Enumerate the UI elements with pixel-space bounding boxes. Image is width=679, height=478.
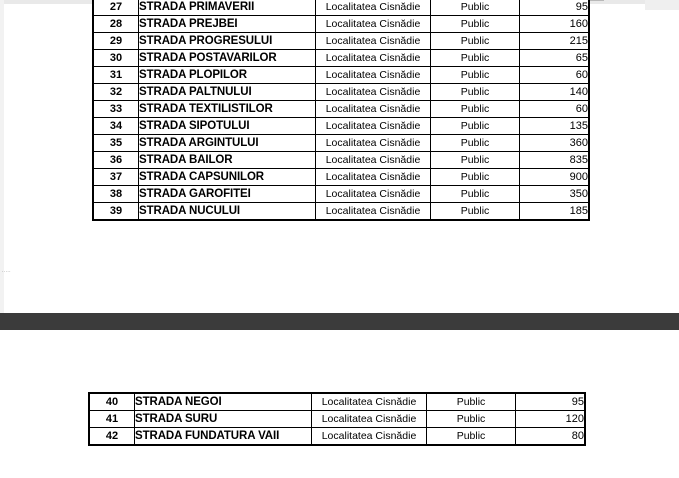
cell-street-name: STRADA GAROFITEI xyxy=(139,186,316,203)
cell-length: 835 xyxy=(520,152,589,169)
cell-locality: Localitatea Cisnădie xyxy=(316,67,431,84)
cell-locality: Localitatea Cisnădie xyxy=(316,186,431,203)
cell-street-name: STRADA NEGOI xyxy=(135,394,312,411)
table-row xyxy=(94,203,589,220)
cell-length: 60 xyxy=(520,67,589,84)
table-row xyxy=(94,101,589,118)
cell-domain: Public xyxy=(427,428,516,445)
cell-nr: 34 xyxy=(94,118,139,135)
cell-length: 80 xyxy=(516,428,585,445)
cell-domain: Public xyxy=(431,84,520,101)
cell-locality: Localitatea Cisnădie xyxy=(316,84,431,101)
table-row xyxy=(94,118,589,135)
cell-nr: 38 xyxy=(94,186,139,203)
cell-locality: Localitatea Cisnădie xyxy=(312,411,427,428)
cell-length: 95 xyxy=(520,0,589,16)
cell-street-name: STRADA POSTAVARILOR xyxy=(139,50,316,67)
cell-length: 65 xyxy=(520,50,589,67)
page-separator-band xyxy=(0,313,679,330)
cell-domain: Public xyxy=(431,135,520,152)
cell-locality: Localitatea Cisnădie xyxy=(316,152,431,169)
cell-locality: Localitatea Cisnădie xyxy=(316,0,431,16)
cell-street-name: STRADA NUCULUI xyxy=(139,203,316,220)
cell-length: 160 xyxy=(520,16,589,33)
cell-domain: Public xyxy=(431,118,520,135)
cell-locality: Localitatea Cisnădie xyxy=(316,101,431,118)
cell-length: 135 xyxy=(520,118,589,135)
cell-length: 95 xyxy=(516,394,585,411)
cell-length: 60 xyxy=(520,101,589,118)
cell-street-name: STRADA SIPOTULUI xyxy=(139,118,316,135)
cell-locality: Localitatea Cisnădie xyxy=(316,118,431,135)
cell-nr: 39 xyxy=(94,203,139,220)
page-right-edge xyxy=(645,0,679,10)
table-row xyxy=(90,428,585,445)
cell-street-name: STRADA PROGRESULUI xyxy=(139,33,316,50)
cell-locality: Localitatea Cisnădie xyxy=(316,169,431,186)
cell-domain: Public xyxy=(431,203,520,220)
cell-nr: 33 xyxy=(94,101,139,118)
cell-locality: Localitatea Cisnădie xyxy=(316,50,431,67)
cell-street-name: STRADA CAPSUNILOR xyxy=(139,169,316,186)
cell-nr: 30 xyxy=(94,50,139,67)
table-row xyxy=(94,50,589,67)
cell-street-name: STRADA TEXTILISTILOR xyxy=(139,101,316,118)
table-row xyxy=(94,186,589,203)
cell-street-name: STRADA BAILOR xyxy=(139,152,316,169)
cell-domain: Public xyxy=(431,67,520,84)
cell-locality: Localitatea Cisnădie xyxy=(316,203,431,220)
cell-locality: Localitatea Cisnădie xyxy=(312,428,427,445)
table-row xyxy=(94,67,589,84)
cell-nr: 40 xyxy=(90,394,135,411)
document-page-bottom xyxy=(0,330,679,478)
cell-street-name: STRADA PALTNULUI xyxy=(139,84,316,101)
cell-domain: Public xyxy=(431,101,520,118)
table-row xyxy=(94,135,589,152)
cell-locality: Localitatea Cisnădie xyxy=(312,394,427,411)
table-row xyxy=(90,411,585,428)
cell-domain: Public xyxy=(431,186,520,203)
cell-nr: 31 xyxy=(94,67,139,84)
street-table-lower-grid xyxy=(89,393,585,445)
cell-nr: 37 xyxy=(94,169,139,186)
cell-street-name: STRADA SURU xyxy=(135,411,312,428)
street-table-upper xyxy=(92,0,590,221)
street-table-upper-grid xyxy=(93,0,589,220)
cell-domain: Public xyxy=(431,16,520,33)
table-row xyxy=(94,0,589,16)
cell-locality: Localitatea Cisnădie xyxy=(316,16,431,33)
cell-nr: 27 xyxy=(94,0,139,16)
cell-street-name: STRADA PRIMAVERII xyxy=(139,0,316,16)
cell-length: 900 xyxy=(520,169,589,186)
cell-nr: 28 xyxy=(94,16,139,33)
cell-length: 215 xyxy=(520,33,589,50)
page-left-edge xyxy=(0,0,4,313)
cell-domain: Public xyxy=(431,33,520,50)
cell-locality: Localitatea Cisnădie xyxy=(316,33,431,50)
cell-domain: Public xyxy=(427,394,516,411)
cell-domain: Public xyxy=(427,411,516,428)
cell-nr: 29 xyxy=(94,33,139,50)
cell-nr: 41 xyxy=(90,411,135,428)
cell-length: 140 xyxy=(520,84,589,101)
street-table-lower-body xyxy=(90,394,585,445)
cell-length: 120 xyxy=(516,411,585,428)
cell-street-name: STRADA ARGINTULUI xyxy=(139,135,316,152)
cell-domain: Public xyxy=(431,50,520,67)
cell-domain: Public xyxy=(431,0,520,16)
table-row xyxy=(90,394,585,411)
scan-artifact-text: ..... xyxy=(2,268,11,274)
table-row xyxy=(94,169,589,186)
table-row xyxy=(94,84,589,101)
cell-street-name: STRADA PLOPILOR xyxy=(139,67,316,84)
cell-street-name: STRADA FUNDATURA VAII xyxy=(135,428,312,445)
cell-nr: 42 xyxy=(90,428,135,445)
cell-length: 360 xyxy=(520,135,589,152)
cell-domain: Public xyxy=(431,169,520,186)
cell-length: 350 xyxy=(520,186,589,203)
street-table-lower xyxy=(88,392,586,446)
table-row xyxy=(94,16,589,33)
cell-nr: 32 xyxy=(94,84,139,101)
cell-domain: Public xyxy=(431,152,520,169)
table-row xyxy=(94,152,589,169)
cell-street-name: STRADA PREJBEI xyxy=(139,16,316,33)
street-table-upper-body xyxy=(94,0,589,220)
cell-nr: 36 xyxy=(94,152,139,169)
cell-nr: 35 xyxy=(94,135,139,152)
cell-length: 185 xyxy=(520,203,589,220)
cell-locality: Localitatea Cisnădie xyxy=(316,135,431,152)
table-row xyxy=(94,33,589,50)
